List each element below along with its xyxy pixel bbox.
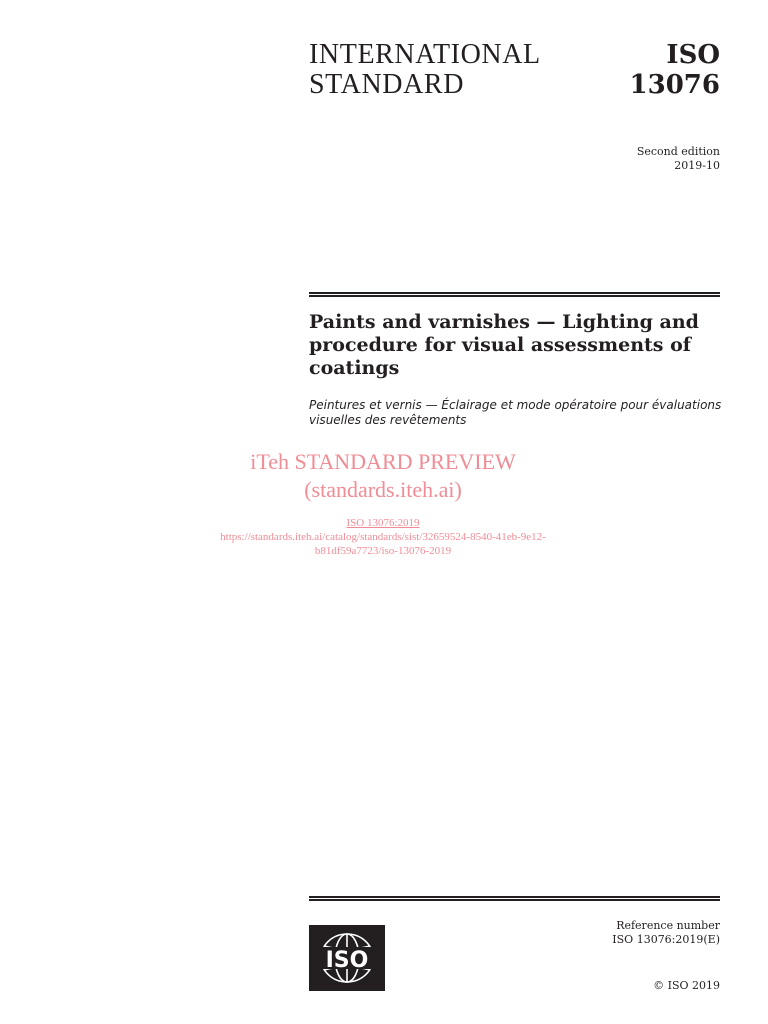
preview-watermark [200,448,566,504]
iso-globe-logo-icon [309,925,385,991]
standard-org: ISO [666,40,720,70]
bottom-divider [309,896,720,901]
document-type-line1: INTERNATIONAL [309,39,541,70]
iso-logo-text: ISO [325,948,369,973]
watermark-title: iTeh STANDARD PREVIEW [250,449,516,474]
iso-logo [309,925,385,991]
document-type [309,40,569,100]
watermark-links [180,516,586,558]
standard-number: 13076 [629,70,720,100]
watermark-url-line1[interactable]: https://standards.iteh.ai/catalog/standards/sist/32659524-8540-41eb-9e12- [220,531,546,543]
top-divider [309,292,720,297]
copyright-notice: © ISO 2019 [653,979,720,992]
watermark-url-line2[interactable]: b81df59a7723/iso-13076-2019 [314,545,452,557]
watermark-site: (standards.iteh.ai) [304,477,462,502]
edition-label: Second edition [636,145,720,158]
reference-label: Reference number [616,919,720,932]
edition-info [637,145,720,173]
french-title: Peintures et vernis — Éclairage et mode opératoire pour évaluations visuelles des revêtements [309,398,722,427]
edition-date: 2019-10 [674,159,720,172]
reference-value: ISO 13076:2019(E) [612,933,720,946]
document-title: Paints and varnishes — Lighting and procedure for visual assessments of coatings [309,311,699,379]
standard-designation [630,40,720,100]
reference-number [612,919,720,947]
document-type-line2: STANDARD [309,69,465,100]
watermark-doc-link[interactable]: ISO 13076:2019 [346,517,420,529]
